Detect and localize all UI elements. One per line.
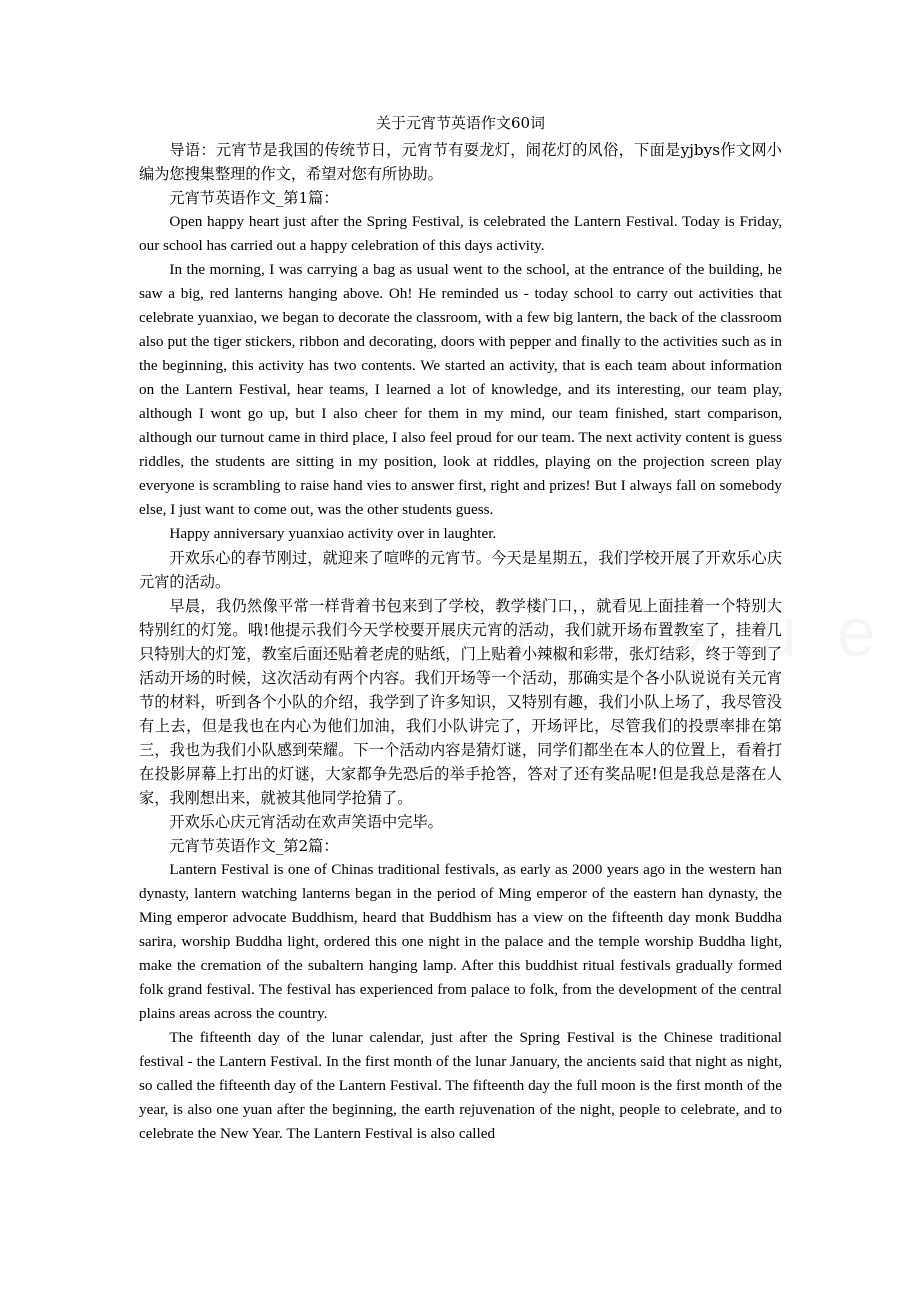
document-body <box>139 138 782 1146</box>
paragraph: Happy anniversary yuanxiao activity over in laughter. <box>169 525 497 542</box>
paragraph: Open happy heart just after the Spring Festival, is celebrated the Lantern Festival. Today is Friday, our school has carried out a happy celebration of this days activity. <box>139 213 782 254</box>
paragraph: 导语：元宵节是我国的传统节日，元宵节有耍龙灯，闹花灯的风俗，下面是yjbys作文网小编为您搜集整理的作文，希望对您有所协助。 <box>139 141 782 183</box>
document-title: 关于元宵节英语作文60词 <box>375 114 546 132</box>
paragraph: In the morning, I was carrying a bag as usual went to the school, at the entrance of the building, he saw a big, red lanterns hanging above. Oh! He reminded us - today school to carry out activities that celebrate yuanxiao, we began to decorate the classroom, with a few big lantern, the back of the classroom also put the tiger stickers, ribbon and decorating, doors with pepper and finally to the activities such as in the beginning, this activity has two contents. We started an activity, that is each team about information on the Lantern Festival, hear teams, I learned a lot of knowledge, and its interesting, our team play, although I wont go up, but I also cheer for them in my mind, our team finished, start comparison, although our turnout came in third place, I also feel proud for our team. The next activity content is guess riddles, the students are sitting in my position, look at riddles, playing on the projection screen play everyone is scrambling to raise hand vies to answer first, right and prizes! But I always fall on somebody else, I just want to come out, was the other students guess. <box>139 261 782 518</box>
paragraph: 元宵节英语作文_第1篇： <box>169 189 339 207</box>
document-page <box>139 112 782 1146</box>
paragraph: 元宵节英语作文_第2篇： <box>169 837 339 855</box>
paragraph: 开欢乐心的春节刚过，就迎来了喧哗的元宵节。今天是星期五，我们学校开展了开欢乐心庆元宵的活动。 <box>139 549 782 591</box>
paragraph: 开欢乐心庆元宵活动在欢声笑语中完毕。 <box>169 813 443 831</box>
paragraph: 早晨，我仍然像平常一样背着书包来到了学校，教学楼门口，，就看见上面挂着一个特别大特别红的灯笼。哦!他提示我们今天学校要开展庆元宵的活动，我们就开场布置教室了，挂着几只特别大的灯笼，教室后面还贴着老虎的贴纸，门上贴着小辣椒和彩带，张灯结彩，终于等到了活动开场的时候，这次活动有两个内容。我们开场等一个活动，那确实是个各小队说说有关元宵节的材料，听到各个小队的介绍，我学到了许多知识，又特别有趣，我们小队上场了，我尽管没有上去，但是我也在内心为他们加油，我们小队讲完了，开场评比，尽管我们的投票率排在第三，我也为我们小队感到荣耀。下一个活动内容是猜灯谜，同学们都坐在本人的位置上，看着打在投影屏幕上打出的灯谜，大家都争先恐后的举手抢答，答对了还有奖品呢!但是我总是落在人家，我刚想出来，就被其他同学抢猜了。 <box>139 597 782 807</box>
paragraph: Lantern Festival is one of Chinas traditional festivals, as early as 2000 years ago in the western han dynasty, lantern watching lanterns began in the period of Ming emperor of the eastern han dynasty, the Ming emperor advocate Buddhism, heard that Buddhism has a view on the fifteenth day monk Buddha sarira, worship Buddha light, ordered this one night in the palace and the temple worship Buddha light, make the cremation of the subaltern hanging lamp. After this buddhist ritual festivals gradually formed folk grand festival. The festival has experienced from palace to folk, from the development of the central plains areas across the country. <box>139 861 782 1022</box>
paragraph: The fifteenth day of the lunar calendar, just after the Spring Festival is the Chinese traditional festival - the Lantern Festival. In the first month of the lunar January, the ancients said that night as night, so called the fifteenth day of the Lantern Festival. The fifteenth day the full moon is the first month of the year, is also one yuan after the beginning, the earth rejuvenation of the night, people to celebrate, and to celebrate the New Year. The Lantern Festival is also called <box>139 1029 782 1142</box>
